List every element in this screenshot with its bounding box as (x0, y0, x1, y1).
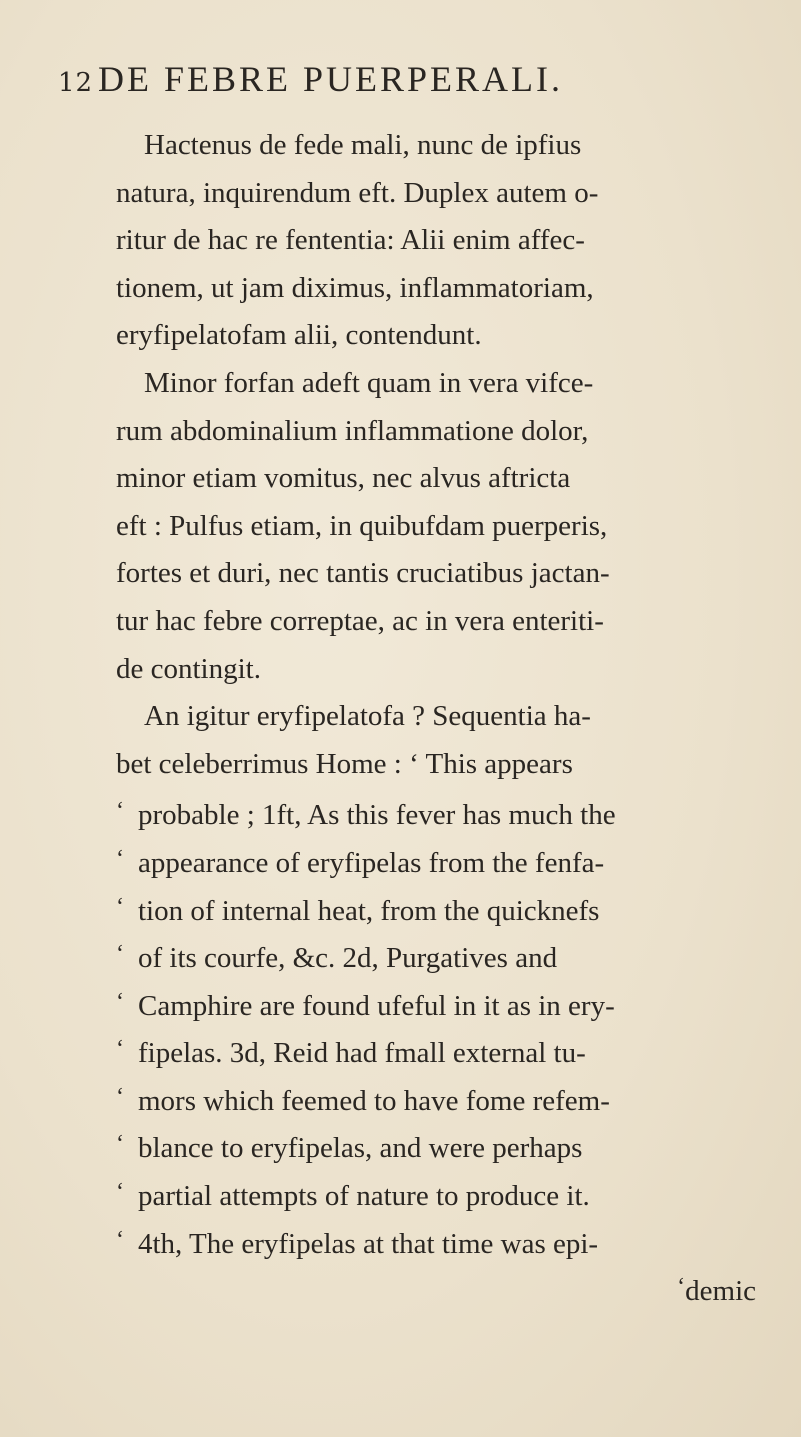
text-line (116, 455, 776, 503)
text-line (116, 836, 776, 884)
line-text: eryfipelatofam alii, contendunt. (116, 319, 482, 352)
line-text: natura, inquirendum eft. Duplex autem o- (116, 176, 599, 209)
text-line (116, 1264, 776, 1312)
text-line (116, 598, 776, 646)
line-text: of its courfe, &c. 2d, Purgatives and (138, 942, 558, 975)
text-line (116, 1121, 776, 1169)
text-line (116, 312, 776, 360)
line-text: Minor forfan adeft quam in vera vifce- (144, 366, 594, 399)
quote-mark: ‘ (116, 1131, 124, 1158)
quote-mark: ‘ (116, 893, 124, 920)
quote-mark: ‘ (116, 1036, 124, 1063)
quote-mark: ‘ (116, 1083, 124, 1110)
text-line (116, 1169, 776, 1217)
quote-mark: ‘ (116, 845, 124, 872)
page-number: 12 (58, 68, 94, 98)
line-text: partial attempts of nature to produce it. (138, 1180, 590, 1213)
text-line (116, 1026, 776, 1074)
line-text: tur hac febre correptae, ac in vera enteriti- (116, 604, 604, 637)
text-line (116, 788, 776, 836)
text-line (116, 1074, 776, 1122)
quote-mark: ‘ (116, 1226, 124, 1253)
line-text: rum abdominalium inflammatione dolor, (116, 414, 589, 447)
quote-mark: ‘ (677, 1274, 686, 1301)
line-text: minor etiam vomitus, nec alvus aftricta (116, 462, 571, 495)
line-text: demic (685, 1275, 756, 1308)
line-text: 4th, The eryfipelas at that time was epi- (138, 1227, 599, 1260)
quote-mark: ‘ (116, 988, 124, 1015)
quote-mark: ‘ (116, 941, 124, 968)
text-line (116, 979, 776, 1027)
line-text: An igitur eryfipelatofa ? Sequentia ha- (144, 700, 591, 733)
text-line (116, 884, 776, 932)
text-line (116, 693, 776, 741)
line-text: fortes et duri, nec tantis cruciatibus jactan- (116, 557, 610, 590)
line-text: Camphire are found ufeful in it as in ery- (138, 989, 615, 1022)
text-line (116, 170, 776, 218)
text-line (116, 122, 776, 170)
quote-mark: ‘ (116, 798, 124, 825)
text-line (116, 360, 776, 408)
line-text: tionem, ut jam diximus, inflammatoriam, (116, 271, 594, 304)
line-text: de contingit. (116, 652, 261, 685)
line-text: tion of internal heat, from the quicknefs (138, 894, 600, 927)
text-line (116, 1217, 776, 1265)
text-line (116, 503, 776, 551)
line-text: probable ; 1ft, As this fever has much the (138, 799, 616, 832)
text-line (116, 646, 776, 694)
line-text: eft : Pulfus etiam, in quibufdam puerperis, (116, 509, 608, 542)
line-text: fipelas. 3d, Reid had fmall external tu- (138, 1037, 586, 1070)
line-text: appearance of eryfipelas from the fenfa- (138, 846, 605, 879)
text-line (116, 550, 776, 598)
running-head (58, 56, 758, 106)
text-line (116, 931, 776, 979)
line-text: Hactenus de fede mali, nunc de ipfius (144, 129, 582, 161)
line-text: bet celeberrimus Home : ‘ This appears (116, 747, 573, 780)
body-text (116, 122, 776, 1312)
line-text: blance to eryfipelas, and were perhaps (138, 1132, 583, 1165)
line-text: mors which feemed to have fome refem- (138, 1084, 610, 1117)
quote-mark: ‘ (116, 1179, 124, 1206)
text-line (116, 265, 776, 313)
text-line (116, 408, 776, 456)
text-line (116, 217, 776, 265)
line-text: ritur de hac re fententia: Alii enim affec- (116, 224, 585, 257)
running-title: DE FEBRE PUERPERALI. (98, 59, 564, 99)
text-line (116, 741, 776, 789)
